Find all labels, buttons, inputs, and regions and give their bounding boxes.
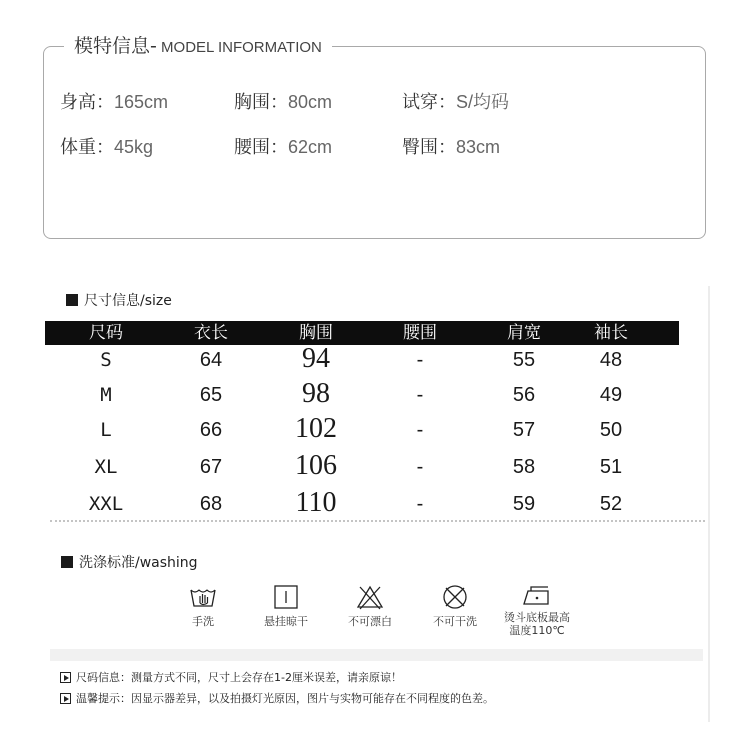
cell-shoulder: 55: [512, 349, 536, 371]
cell-chest: 94: [302, 343, 330, 374]
cell-sleeve: 52: [599, 493, 623, 515]
cell-sleeve: 49: [599, 384, 623, 406]
cell-shoulder: 58: [512, 456, 536, 478]
hang-dry-icon: [256, 584, 316, 610]
model-weight-label: 体重：: [60, 137, 114, 158]
hand-wash-icon: [173, 584, 233, 610]
note-size-info: [60, 671, 402, 685]
note-size-text: 测量方式不同，尺寸上会存在1-2厘米误差，请亲原谅！: [131, 671, 402, 684]
cell-size: L: [100, 419, 112, 441]
model-info-title-cn: 模特信息-: [74, 35, 157, 57]
note-tips: [60, 692, 494, 706]
model-tried-size-value: S/均码: [456, 92, 510, 112]
model-tried-size-label: 试穿：: [402, 92, 456, 113]
no-dry-clean-label: 不可干洗: [433, 615, 477, 628]
cell-sleeve: 51: [599, 456, 623, 478]
iron-icon: [507, 584, 567, 608]
hang-dry-label: 悬挂晾干: [264, 615, 308, 628]
cell-chest: 106: [295, 450, 337, 481]
header-length: 衣长: [194, 323, 228, 343]
note-size-label: 尺码信息：: [76, 671, 131, 684]
cell-waist: -: [416, 493, 424, 515]
model-weight-value: 45kg: [114, 137, 154, 157]
cell-shoulder: 56: [512, 384, 536, 406]
cell-length: 67: [199, 456, 223, 478]
model-height-label: 身高：: [60, 92, 114, 113]
header-sleeve: 袖长: [594, 323, 628, 343]
note-tips-label: 温馨提示：: [76, 692, 131, 705]
iron-label-line2: 温度110℃: [509, 624, 565, 637]
cell-chest: 98: [302, 378, 330, 409]
cell-size: M: [100, 384, 112, 406]
no-dry-clean-icon: [425, 584, 485, 610]
no-bleach-icon: [340, 584, 400, 610]
header-waist: 腰围: [403, 323, 437, 343]
model-bust-label: 胸围：: [234, 92, 288, 113]
model-waist-value: 62cm: [288, 137, 333, 157]
model-waist: [234, 135, 332, 160]
right-divider: [708, 286, 710, 722]
model-tried-size: [402, 90, 509, 115]
notes-divider-band: [50, 649, 703, 661]
cell-shoulder: 57: [512, 419, 536, 441]
model-bust-value: 80cm: [288, 92, 333, 112]
play-triangle-icon: [60, 693, 71, 704]
model-weight: [60, 135, 153, 160]
iron-label-line1: 烫斗底板最高: [504, 611, 570, 624]
cell-length: 68: [199, 493, 223, 515]
model-bust: [234, 90, 332, 115]
cell-waist: -: [416, 384, 424, 406]
size-section-heading: [66, 292, 172, 310]
hand-wash-label: 手洗: [192, 615, 214, 628]
cell-waist: -: [416, 349, 424, 371]
cell-sleeve: 48: [599, 349, 623, 371]
size-table-header: [45, 321, 679, 345]
model-height-value: 165cm: [114, 92, 169, 112]
cell-size: XXL: [88, 493, 124, 515]
cell-length: 64: [199, 349, 223, 371]
cell-waist: -: [416, 456, 424, 478]
cell-waist: -: [416, 419, 424, 441]
model-height: [60, 90, 168, 115]
model-hip: [402, 135, 500, 160]
washing-section-heading: [61, 554, 198, 572]
model-waist-label: 腰围：: [234, 137, 288, 158]
square-bullet-icon: [61, 556, 73, 568]
model-info-title: [64, 32, 332, 62]
header-chest: 胸围: [299, 323, 333, 343]
square-bullet-icon: [66, 294, 78, 306]
cell-chest: 110: [295, 487, 337, 518]
no-bleach-label: 不可漂白: [348, 615, 392, 628]
model-info-title-en: MODEL INFORMATION: [156, 39, 322, 56]
model-hip-value: 83cm: [456, 137, 501, 157]
size-heading-text: 尺寸信息/size: [84, 293, 172, 309]
header-shoulder: 肩宽: [507, 323, 541, 343]
cell-length: 66: [199, 419, 223, 441]
cell-sleeve: 50: [599, 419, 623, 441]
cell-length: 65: [199, 384, 223, 406]
washing-heading-text: 洗涤标准/washing: [79, 555, 198, 571]
model-hip-label: 臀围：: [402, 137, 456, 158]
cell-chest: 102: [295, 413, 337, 444]
header-size: 尺码: [89, 323, 123, 343]
cell-shoulder: 59: [512, 493, 536, 515]
play-triangle-icon: [60, 672, 71, 683]
note-tips-text: 因显示器差异，以及拍摄灯光原因，图片与实物可能存在不同程度的色差。: [131, 692, 494, 705]
table-bottom-divider: [50, 520, 705, 522]
cell-size: S: [100, 349, 112, 371]
cell-size: XL: [94, 456, 118, 478]
